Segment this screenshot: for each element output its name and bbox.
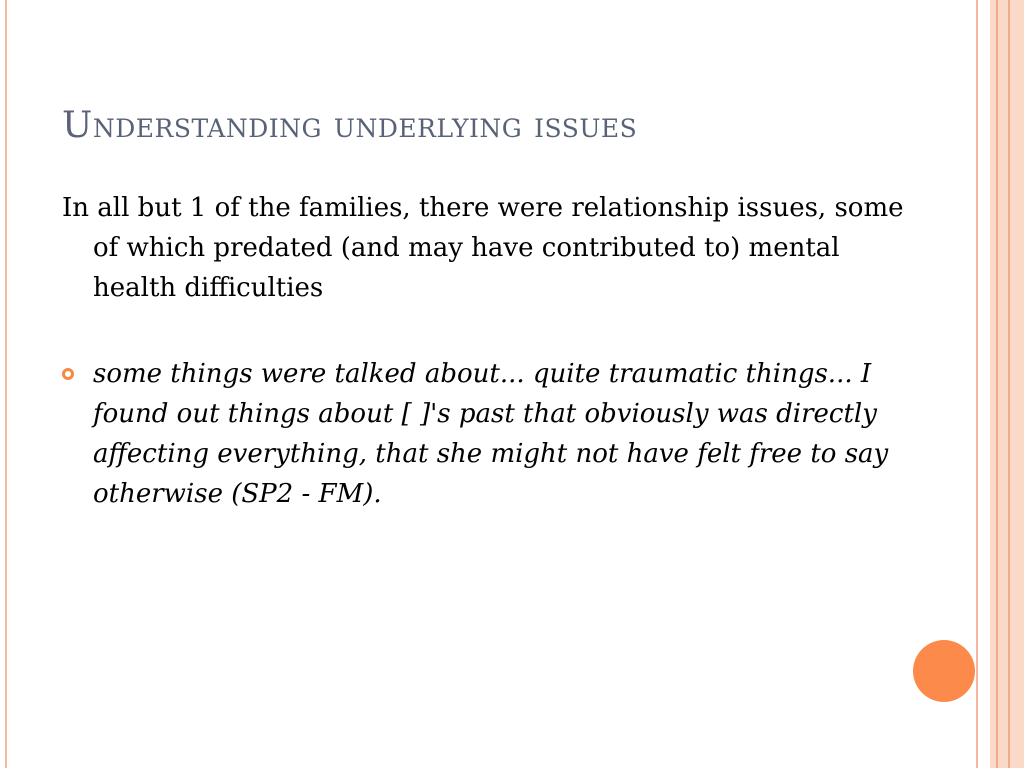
slide-title: Understanding underlying issues bbox=[62, 105, 638, 146]
bullet-quote-text: some things were talked about... quite traumatic things... I found out things about [ ]'s past that obviously was directly affecting everything, that she might not have felt free to say otherwise (SP2 - FM). bbox=[93, 359, 889, 509]
decorative-orange-circle bbox=[913, 640, 975, 702]
slide-body bbox=[62, 188, 922, 514]
right-frame-line bbox=[976, 0, 978, 768]
right-frame-inner-line bbox=[996, 0, 998, 768]
bullet-item bbox=[62, 354, 922, 514]
body-paragraph: In all but 1 of the families, there were relationship issues, some of which predated (and may have contributed to) mental health difficulties bbox=[62, 193, 904, 303]
right-frame-inner-line bbox=[1008, 0, 1010, 768]
left-frame-line bbox=[5, 0, 7, 768]
circle-bullet-icon bbox=[62, 368, 74, 380]
